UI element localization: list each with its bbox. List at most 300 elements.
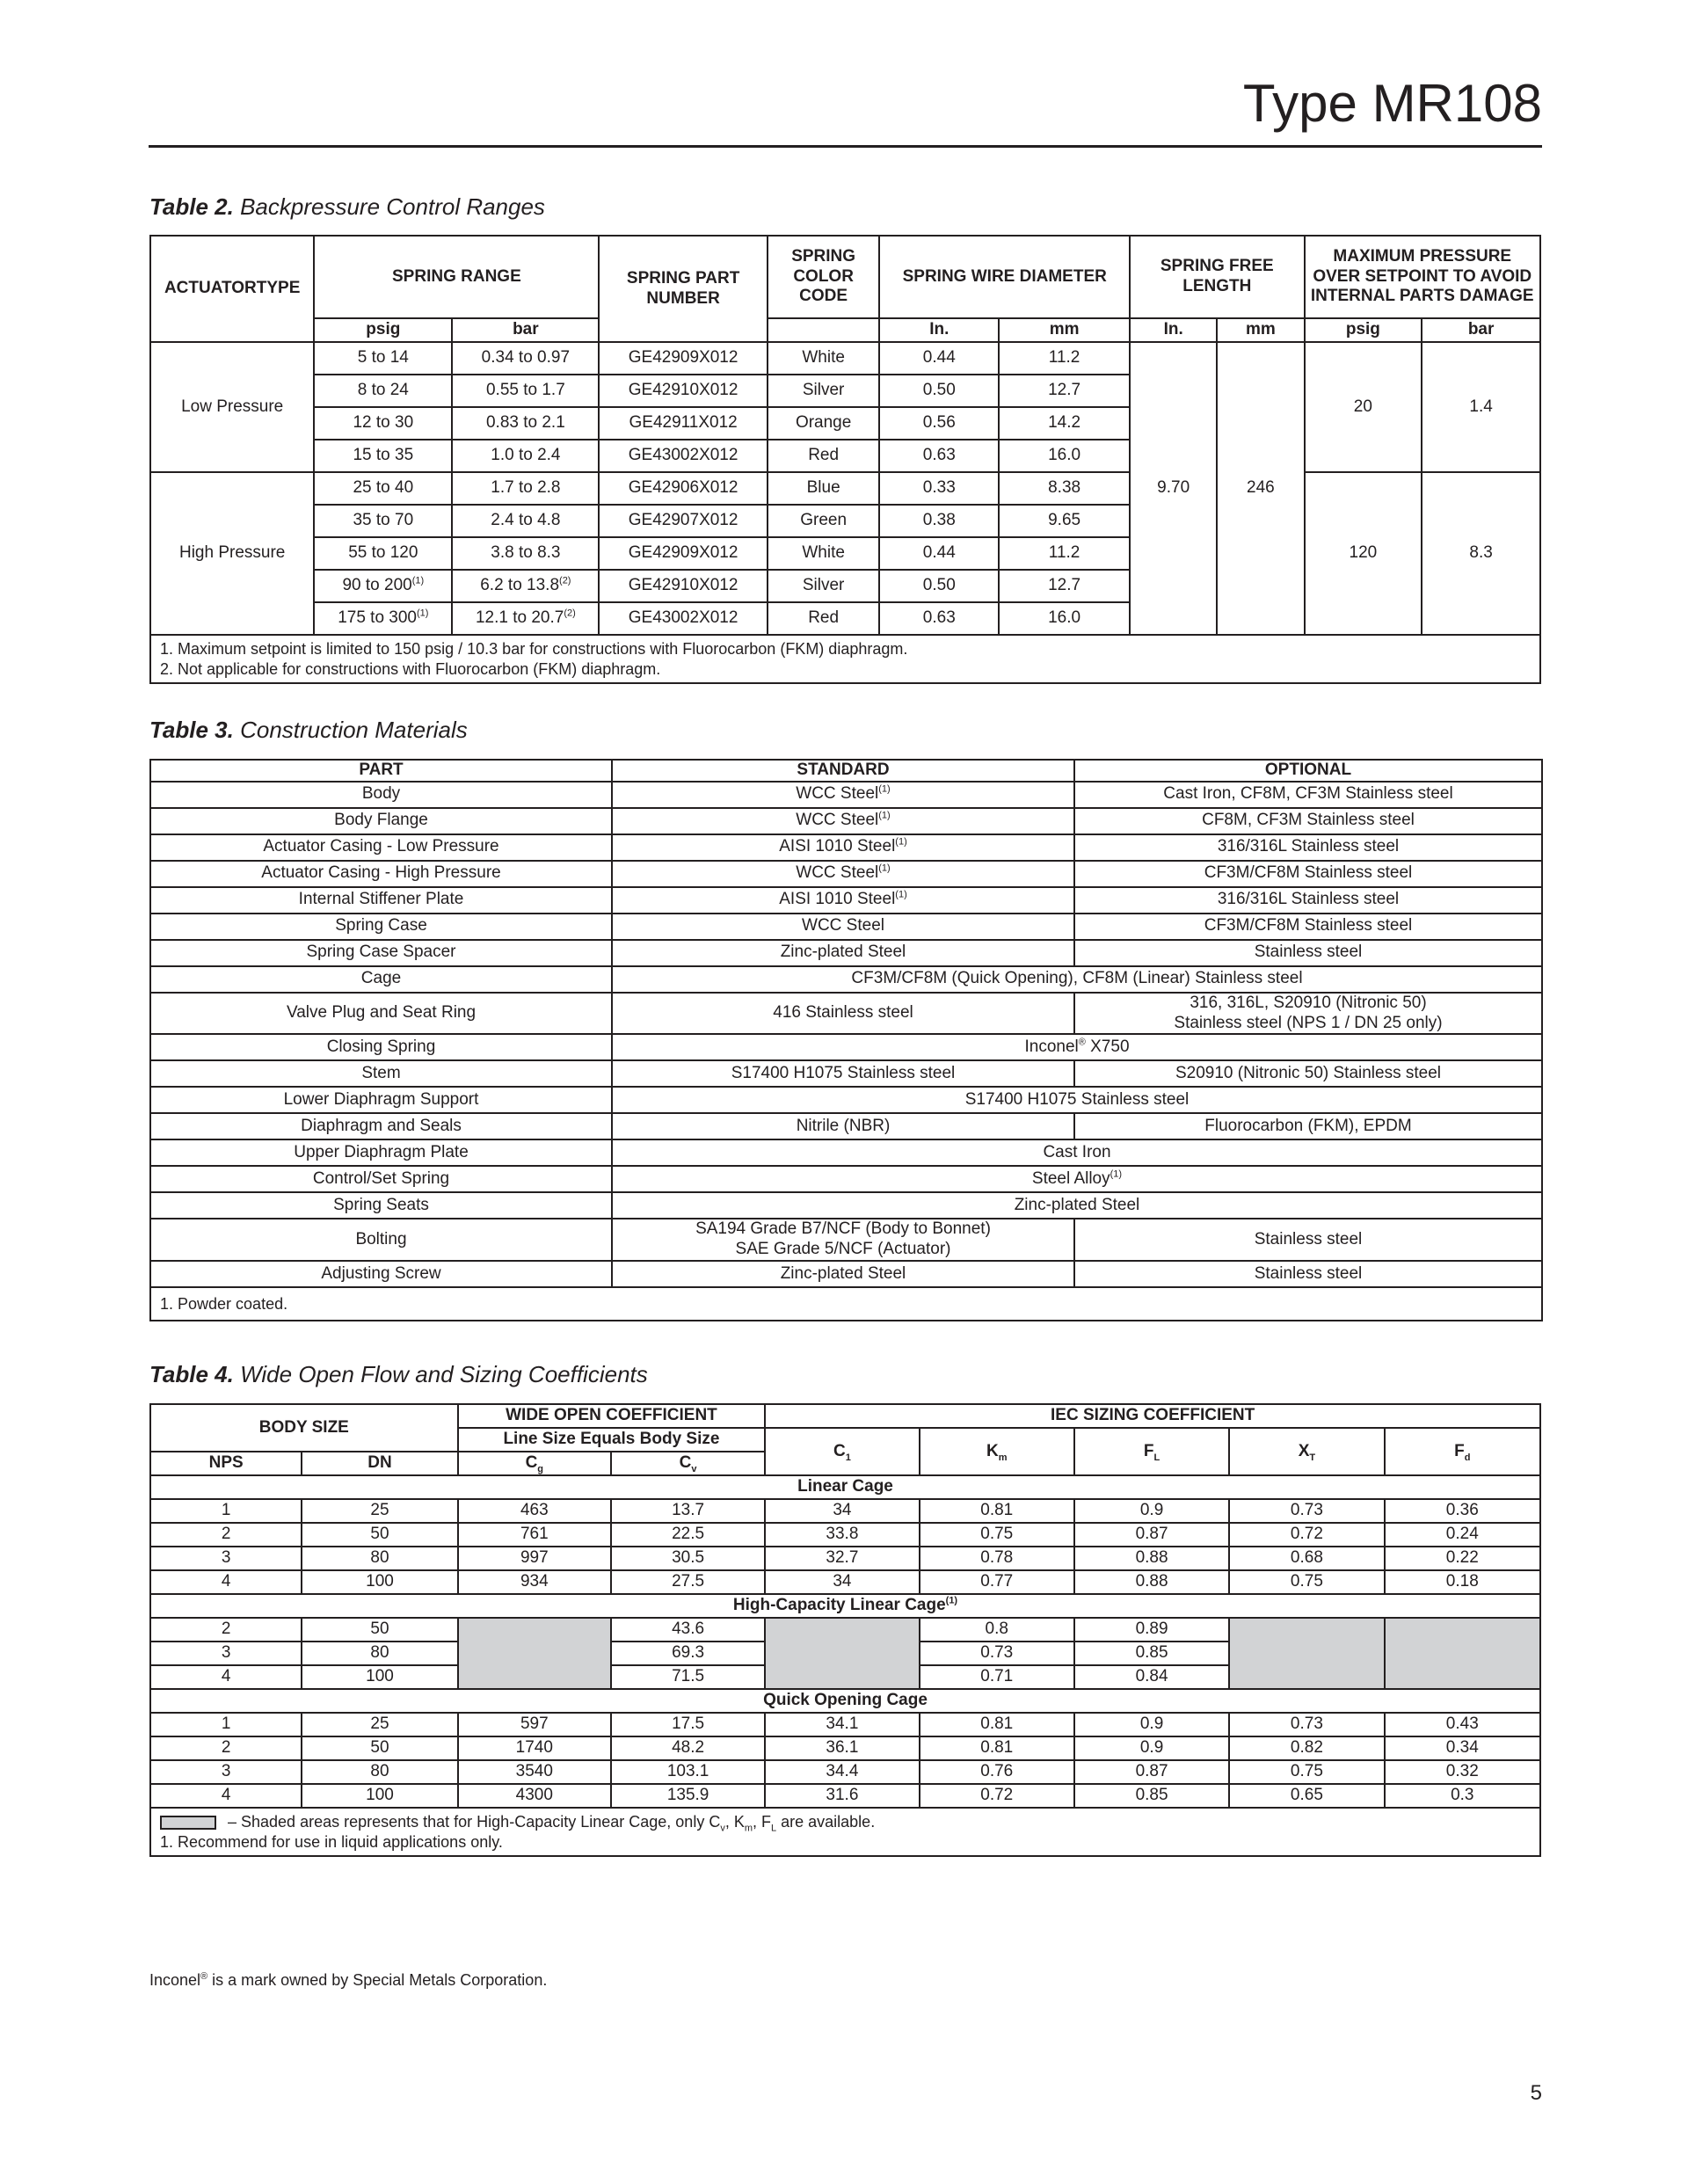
table-row xyxy=(150,1113,1542,1139)
part-cell: Bolting xyxy=(150,1219,612,1261)
cv-cell: 69.3 xyxy=(611,1642,765,1665)
bar-cell: 0.34 to 0.97 xyxy=(452,342,599,375)
standard-value: Zinc-plated Steel xyxy=(780,943,906,962)
wire-mm-cell: 16.0 xyxy=(999,602,1130,635)
fl-cell: 0.88 xyxy=(1074,1570,1229,1594)
material-span-cell xyxy=(612,1166,1542,1192)
km-cell: 0.75 xyxy=(920,1523,1074,1547)
xt-cell: 0.72 xyxy=(1229,1523,1384,1547)
xt-cell: 0.75 xyxy=(1229,1570,1384,1594)
header-cv xyxy=(611,1452,765,1475)
psig-cell: 25 to 40 xyxy=(314,472,452,505)
xt-cell: 0.73 xyxy=(1229,1499,1384,1523)
optional-value: Fluorocarbon (FKM), EPDM xyxy=(1204,1116,1412,1135)
psig-cell: 8 to 24 xyxy=(314,375,452,407)
color-cell: Silver xyxy=(768,375,880,407)
nps-cell: 3 xyxy=(150,1760,302,1784)
part-cell: Spring Case xyxy=(150,914,612,940)
fd-cell: 0.43 xyxy=(1385,1713,1540,1736)
fd-subscript: d xyxy=(1464,1452,1471,1463)
optional-cell xyxy=(1074,808,1542,834)
cg-subscript: g xyxy=(537,1463,544,1474)
table-row xyxy=(150,966,1542,993)
subheader-wire-in: In. xyxy=(879,318,999,342)
optional-cell xyxy=(1074,861,1542,887)
part-cell: Upper Diaphragm Plate xyxy=(150,1139,612,1166)
standard-cell xyxy=(612,1261,1074,1287)
superscript: (1) xyxy=(1110,1168,1123,1180)
table-row xyxy=(150,1784,1540,1808)
psig-cell: 12 to 30 xyxy=(314,407,452,440)
wire-in-cell: 0.50 xyxy=(879,375,999,407)
fl-cell: 0.9 xyxy=(1074,1499,1229,1523)
shaded-cell xyxy=(458,1618,611,1689)
part-number-cell: GE42910X012 xyxy=(599,375,767,407)
c1-cell: 31.6 xyxy=(765,1784,919,1808)
cv-cell: 13.7 xyxy=(611,1499,765,1523)
subheader-color-blank xyxy=(768,318,880,342)
header-spring-wire-diameter: SPRING WIRE DIAMETER xyxy=(879,236,1130,318)
table-row xyxy=(150,342,1540,375)
part-cell: Actuator Casing - High Pressure xyxy=(150,861,612,887)
table-row xyxy=(150,1713,1540,1736)
subheader-wire-mm: mm xyxy=(999,318,1130,342)
c1-cell: 33.8 xyxy=(765,1523,919,1547)
material-span-cell xyxy=(612,1192,1542,1219)
color-cell: Blue xyxy=(768,472,880,505)
cg-symbol: C xyxy=(525,1453,538,1473)
nps-cell: 4 xyxy=(150,1784,302,1808)
footnote-ref: (1) xyxy=(945,1595,958,1606)
cg-cell: 597 xyxy=(458,1713,611,1736)
nps-cell: 4 xyxy=(150,1570,302,1594)
table-row xyxy=(150,993,1542,1035)
standard-value: SA194 Grade B7/NCF (Body to Bonnet) xyxy=(695,1219,991,1239)
footnote-ref: (1) xyxy=(878,784,891,796)
table-row xyxy=(150,1570,1540,1594)
header-optional: OPTIONAL xyxy=(1074,760,1542,782)
table-row xyxy=(150,1087,1542,1113)
material-value: X750 xyxy=(1085,1037,1130,1056)
part-cell: Diaphragm and Seals xyxy=(150,1113,612,1139)
table-row xyxy=(150,1166,1542,1192)
header-iec: IEC SIZING COEFFICIENT xyxy=(765,1404,1540,1428)
note-1: 1. Maximum setpoint is limited to 150 psig / 10.3 bar for constructions with Fluorocarbon (FKM) diaphragm. xyxy=(160,640,908,658)
wire-mm-cell: 16.0 xyxy=(999,440,1130,472)
header-wide-open: WIDE OPEN COEFFICIENT xyxy=(458,1404,766,1428)
fd-cell: 0.22 xyxy=(1385,1547,1540,1570)
dn-cell: 100 xyxy=(302,1570,457,1594)
dn-cell: 50 xyxy=(302,1618,457,1642)
optional-cell xyxy=(1074,940,1542,966)
section-title-text: Linear Cage xyxy=(797,1477,893,1496)
c1-cell: 34.4 xyxy=(765,1760,919,1784)
actuator-low-pressure: Low Pressure xyxy=(150,342,314,472)
header-km xyxy=(920,1428,1074,1475)
dn-cell: 50 xyxy=(302,1736,457,1760)
fl-cell: 0.85 xyxy=(1074,1784,1229,1808)
table-row xyxy=(150,1618,1540,1642)
fl-cell: 0.87 xyxy=(1074,1760,1229,1784)
construction-materials-table xyxy=(149,759,1543,1321)
optional-cell xyxy=(1074,782,1542,808)
part-number-cell: GE42911X012 xyxy=(599,407,767,440)
fd-cell: 0.36 xyxy=(1385,1499,1540,1523)
c1-cell: 34.1 xyxy=(765,1713,919,1736)
bar-cell xyxy=(452,602,599,635)
standard-cell xyxy=(612,914,1074,940)
km-cell: 0.81 xyxy=(920,1713,1074,1736)
table4-caption xyxy=(149,1363,648,1386)
material-value: CF3M/CF8M (Quick Opening), CF8M (Linear) Stainless steel xyxy=(851,969,1303,988)
wire-mm-cell: 11.2 xyxy=(999,537,1130,570)
fl-cell: 0.9 xyxy=(1074,1736,1229,1760)
part-cell: Control/Set Spring xyxy=(150,1166,612,1192)
table-row xyxy=(150,861,1542,887)
header-body-size: BODY SIZE xyxy=(150,1404,458,1452)
nps-cell: 3 xyxy=(150,1642,302,1665)
material-span-cell xyxy=(612,1087,1542,1113)
table-row xyxy=(150,472,1540,505)
table3-caption-number: Table 3. xyxy=(149,717,234,743)
optional-value: CF3M/CF8M Stainless steel xyxy=(1204,916,1413,935)
header-actuator-type: ACTUATORTYPE xyxy=(150,236,314,342)
km-cell: 0.72 xyxy=(920,1784,1074,1808)
wire-in-cell: 0.33 xyxy=(879,472,999,505)
optional-value: Stainless steel xyxy=(1254,1229,1363,1249)
part-cell: Closing Spring xyxy=(150,1034,612,1060)
header-spring-free-length: SPRING FREE LENGTH xyxy=(1130,236,1305,318)
part-number-cell: GE42910X012 xyxy=(599,570,767,602)
wire-in-cell: 0.38 xyxy=(879,505,999,537)
standard-value: Zinc-plated Steel xyxy=(780,1263,906,1283)
standard-cell xyxy=(612,887,1074,914)
header-nps: NPS xyxy=(150,1452,302,1475)
psig-cell: 35 to 70 xyxy=(314,505,452,537)
dn-cell: 80 xyxy=(302,1547,457,1570)
fd-cell: 0.34 xyxy=(1385,1736,1540,1760)
table2-caption-text: Backpressure Control Ranges xyxy=(240,193,545,220)
c1-symbol: C xyxy=(833,1441,846,1460)
part-cell: Spring Seats xyxy=(150,1192,612,1219)
material-value: Inconel xyxy=(1024,1037,1079,1056)
km-symbol: K xyxy=(986,1441,999,1460)
standard-value: WCC Steel xyxy=(796,863,879,883)
bar-cell: 2.4 to 4.8 xyxy=(452,505,599,537)
c1-cell: 34 xyxy=(765,1499,919,1523)
table-row xyxy=(150,1547,1540,1570)
optional-value: 316/316L Stainless steel xyxy=(1217,837,1400,856)
header-max-pressure: MAXIMUM PRESSURE OVER SETPOINT TO AVOID INTERNAL PARTS DAMAGE xyxy=(1305,236,1540,318)
title-divider xyxy=(149,145,1542,148)
fd-cell: 0.24 xyxy=(1385,1523,1540,1547)
subheader-psig: psig xyxy=(314,318,452,342)
c1-cell: 34 xyxy=(765,1570,919,1594)
color-cell: Red xyxy=(768,602,880,635)
optional-value: S20910 (Nitronic 50) Stainless steel xyxy=(1175,1063,1442,1082)
xt-cell: 0.82 xyxy=(1229,1736,1384,1760)
header-dn: DN xyxy=(302,1452,457,1475)
fd-cell: 0.3 xyxy=(1385,1784,1540,1808)
table-row xyxy=(150,1034,1542,1060)
standard-cell xyxy=(612,1060,1074,1087)
xt-cell: 0.73 xyxy=(1229,1713,1384,1736)
material-value: Zinc-plated Steel xyxy=(1014,1195,1140,1214)
legend-text: , K xyxy=(724,1813,745,1831)
page-title: Type MR108 xyxy=(1242,74,1542,133)
km-cell: 0.76 xyxy=(920,1760,1074,1784)
cv-cell: 71.5 xyxy=(611,1665,765,1689)
header-standard: STANDARD xyxy=(612,760,1074,782)
km-subscript: m xyxy=(998,1452,1008,1463)
cg-cell: 1740 xyxy=(458,1736,611,1760)
wire-in-cell: 0.63 xyxy=(879,440,999,472)
optional-cell xyxy=(1074,887,1542,914)
table-row xyxy=(150,914,1542,940)
shaded-cell xyxy=(1229,1618,1384,1689)
psig-value: 175 to 300 xyxy=(338,608,417,628)
psig-cell: 5 to 14 xyxy=(314,342,452,375)
fl-cell: 0.88 xyxy=(1074,1547,1229,1570)
fl-subscript: L xyxy=(1153,1452,1160,1463)
part-cell: Actuator Casing - Low Pressure xyxy=(150,834,612,861)
legend-sub: m xyxy=(744,1823,753,1834)
standard-cell xyxy=(612,808,1074,834)
table2-notes xyxy=(150,635,1540,683)
material-value: Cast Iron xyxy=(1043,1142,1111,1161)
xt-subscript: T xyxy=(1309,1452,1316,1463)
bar-cell: 1.0 to 2.4 xyxy=(452,440,599,472)
fd-symbol: F xyxy=(1454,1441,1465,1460)
part-number-cell: GE42907X012 xyxy=(599,505,767,537)
cv-cell: 43.6 xyxy=(611,1618,765,1642)
free-length-in: 9.70 xyxy=(1130,342,1217,635)
shading-legend xyxy=(160,1812,1531,1832)
xt-cell: 0.75 xyxy=(1229,1760,1384,1784)
nps-cell: 4 xyxy=(150,1665,302,1689)
table3-note: 1. Powder coated. xyxy=(150,1287,1542,1321)
section-title xyxy=(150,1475,1540,1499)
header-xt xyxy=(1229,1428,1384,1475)
bar-cell: 3.8 to 8.3 xyxy=(452,537,599,570)
material-span-cell xyxy=(612,1034,1542,1060)
standard-value: WCC Steel xyxy=(802,916,884,935)
material-span-cell xyxy=(612,1139,1542,1166)
km-cell: 0.81 xyxy=(920,1499,1074,1523)
fl-cell: 0.89 xyxy=(1074,1618,1229,1642)
table-row xyxy=(150,1499,1540,1523)
wire-mm-cell: 14.2 xyxy=(999,407,1130,440)
optional-value: 316, 316L, S20910 (Nitronic 50) xyxy=(1190,993,1427,1012)
low-max-psig: 20 xyxy=(1305,342,1422,472)
wire-in-cell: 0.44 xyxy=(879,537,999,570)
footnote-ref: (2) xyxy=(564,608,576,619)
wire-mm-cell: 8.38 xyxy=(999,472,1130,505)
nps-cell: 1 xyxy=(150,1713,302,1736)
footnote-ref: (1) xyxy=(878,863,891,875)
part-cell: Adjusting Screw xyxy=(150,1261,612,1287)
optional-value: Cast Iron, CF8M, CF3M Stainless steel xyxy=(1163,784,1453,804)
table-row xyxy=(150,887,1542,914)
wire-in-cell: 0.44 xyxy=(879,342,999,375)
standard-cell xyxy=(612,993,1074,1035)
material-span-cell xyxy=(612,966,1542,993)
standard-value: WCC Steel xyxy=(796,784,879,804)
note-1: 1. Recommend for use in liquid applications only. xyxy=(160,1832,503,1851)
km-cell: 0.71 xyxy=(920,1665,1074,1689)
part-cell: Lower Diaphragm Support xyxy=(150,1087,612,1113)
cv-subscript: v xyxy=(691,1463,697,1474)
xt-cell: 0.68 xyxy=(1229,1547,1384,1570)
dn-cell: 25 xyxy=(302,1499,457,1523)
color-cell: White xyxy=(768,537,880,570)
table3-caption xyxy=(149,718,468,741)
backpressure-control-ranges-table xyxy=(149,235,1541,684)
standard-cell xyxy=(612,782,1074,808)
legend-text: , F xyxy=(753,1813,771,1831)
legend-sub: v xyxy=(720,1823,725,1834)
standard-value: Nitrile (NBR) xyxy=(796,1116,891,1135)
table3-caption-text: Construction Materials xyxy=(240,717,468,743)
color-cell: White xyxy=(768,342,880,375)
cg-cell: 761 xyxy=(458,1523,611,1547)
subheader-max-bar: bar xyxy=(1422,318,1540,342)
wire-in-cell: 0.56 xyxy=(879,407,999,440)
part-number-cell: GE42906X012 xyxy=(599,472,767,505)
xt-symbol: X xyxy=(1298,1441,1310,1460)
km-cell: 0.8 xyxy=(920,1618,1074,1642)
color-cell: Red xyxy=(768,440,880,472)
bar-value: 6.2 to 13.8 xyxy=(480,576,560,595)
optional-value: Stainless steel xyxy=(1254,943,1363,962)
fl-cell: 0.87 xyxy=(1074,1523,1229,1547)
wire-mm-cell: 12.7 xyxy=(999,570,1130,602)
psig-cell xyxy=(314,570,452,602)
xt-cell: 0.65 xyxy=(1229,1784,1384,1808)
table4-notes xyxy=(150,1808,1540,1856)
part-cell: Stem xyxy=(150,1060,612,1087)
optional-value: Stainless steel xyxy=(1254,1263,1363,1283)
trademark-footnote xyxy=(149,1971,547,1990)
part-cell: Cage xyxy=(150,966,612,993)
table4-caption-text: Wide Open Flow and Sizing Coefficients xyxy=(240,1361,648,1387)
fd-cell: 0.18 xyxy=(1385,1570,1540,1594)
optional-cell xyxy=(1074,914,1542,940)
flow-sizing-coefficients-table xyxy=(149,1403,1541,1857)
psig-value: 90 to 200 xyxy=(342,576,412,595)
table4-caption-number: Table 4. xyxy=(149,1361,234,1387)
legend-text: are available. xyxy=(776,1813,876,1831)
standard-value: SAE Grade 5/NCF (Actuator) xyxy=(735,1240,951,1259)
legend-text: – Shaded areas represents that for High-Capacity Linear Cage, only C xyxy=(223,1813,721,1831)
nps-cell: 1 xyxy=(150,1499,302,1523)
part-number-cell: GE43002X012 xyxy=(599,602,767,635)
table-row xyxy=(150,1736,1540,1760)
standard-cell xyxy=(612,1113,1074,1139)
part-number-cell: GE42909X012 xyxy=(599,537,767,570)
header-spring-range: SPRING RANGE xyxy=(314,236,599,318)
cg-cell: 3540 xyxy=(458,1760,611,1784)
part-cell: Spring Case Spacer xyxy=(150,940,612,966)
table-row xyxy=(150,1139,1542,1166)
optional-cell xyxy=(1074,1060,1542,1087)
subheader-bar: bar xyxy=(452,318,599,342)
cv-cell: 48.2 xyxy=(611,1736,765,1760)
c1-subscript: 1 xyxy=(845,1452,851,1463)
header-fl xyxy=(1074,1428,1229,1475)
bar-cell xyxy=(452,570,599,602)
material-value: S17400 H1075 Stainless steel xyxy=(964,1089,1190,1109)
psig-cell xyxy=(314,602,452,635)
fl-cell: 0.85 xyxy=(1074,1642,1229,1665)
header-spring-color-code: SPRING COLOR CODE xyxy=(768,236,880,318)
page-number: 5 xyxy=(1530,2081,1542,2105)
cg-cell: 997 xyxy=(458,1547,611,1570)
table-row xyxy=(150,834,1542,861)
footnote-ref: (1) xyxy=(895,837,907,848)
footnote-ref: (2) xyxy=(559,575,571,586)
optional-value: 316/316L Stainless steel xyxy=(1217,890,1400,909)
header-line-size: Line Size Equals Body Size xyxy=(458,1428,766,1452)
part-cell: Body Flange xyxy=(150,808,612,834)
cg-cell: 463 xyxy=(458,1499,611,1523)
color-cell: Silver xyxy=(768,570,880,602)
low-max-bar: 1.4 xyxy=(1422,342,1540,472)
table2-caption xyxy=(149,195,545,218)
table-row xyxy=(150,1219,1542,1261)
part-number-cell: GE43002X012 xyxy=(599,440,767,472)
legend-sub: L xyxy=(771,1823,777,1834)
fd-cell: 0.32 xyxy=(1385,1760,1540,1784)
cv-cell: 27.5 xyxy=(611,1570,765,1594)
c1-cell: 32.7 xyxy=(765,1547,919,1570)
cv-cell: 30.5 xyxy=(611,1547,765,1570)
standard-cell xyxy=(612,1219,1074,1261)
dn-cell: 50 xyxy=(302,1523,457,1547)
section-title-text: Quick Opening Cage xyxy=(763,1691,928,1710)
table-row xyxy=(150,808,1542,834)
optional-value: CF3M/CF8M Stainless steel xyxy=(1204,863,1413,883)
dn-cell: 100 xyxy=(302,1784,457,1808)
header-fd xyxy=(1385,1428,1540,1475)
note-2: 2. Not applicable for constructions with Fluorocarbon (FKM) diaphragm. xyxy=(160,659,661,678)
c1-cell: 36.1 xyxy=(765,1736,919,1760)
part-number-cell: GE42909X012 xyxy=(599,342,767,375)
optional-cell xyxy=(1074,1261,1542,1287)
km-cell: 0.81 xyxy=(920,1736,1074,1760)
standard-value: S17400 H1075 Stainless steel xyxy=(731,1063,956,1082)
cv-cell: 22.5 xyxy=(611,1523,765,1547)
bar-cell: 0.55 to 1.7 xyxy=(452,375,599,407)
subheader-max-psig: psig xyxy=(1305,318,1422,342)
table-row xyxy=(150,1523,1540,1547)
section-title xyxy=(150,1689,1540,1713)
table-row xyxy=(150,1192,1542,1219)
footnote-text: Inconel xyxy=(149,1971,201,1989)
standard-cell xyxy=(612,940,1074,966)
km-cell: 0.77 xyxy=(920,1570,1074,1594)
dn-cell: 100 xyxy=(302,1665,457,1689)
material-value: Steel Alloy xyxy=(1031,1168,1110,1188)
table2-caption-number: Table 2. xyxy=(149,193,234,220)
superscript: ® xyxy=(1078,1037,1086,1048)
standard-cell xyxy=(612,861,1074,887)
high-max-psig: 120 xyxy=(1305,472,1422,635)
optional-cell xyxy=(1074,1219,1542,1261)
optional-cell xyxy=(1074,993,1542,1035)
table-row xyxy=(150,940,1542,966)
footnote-sup: ® xyxy=(200,1971,208,1982)
